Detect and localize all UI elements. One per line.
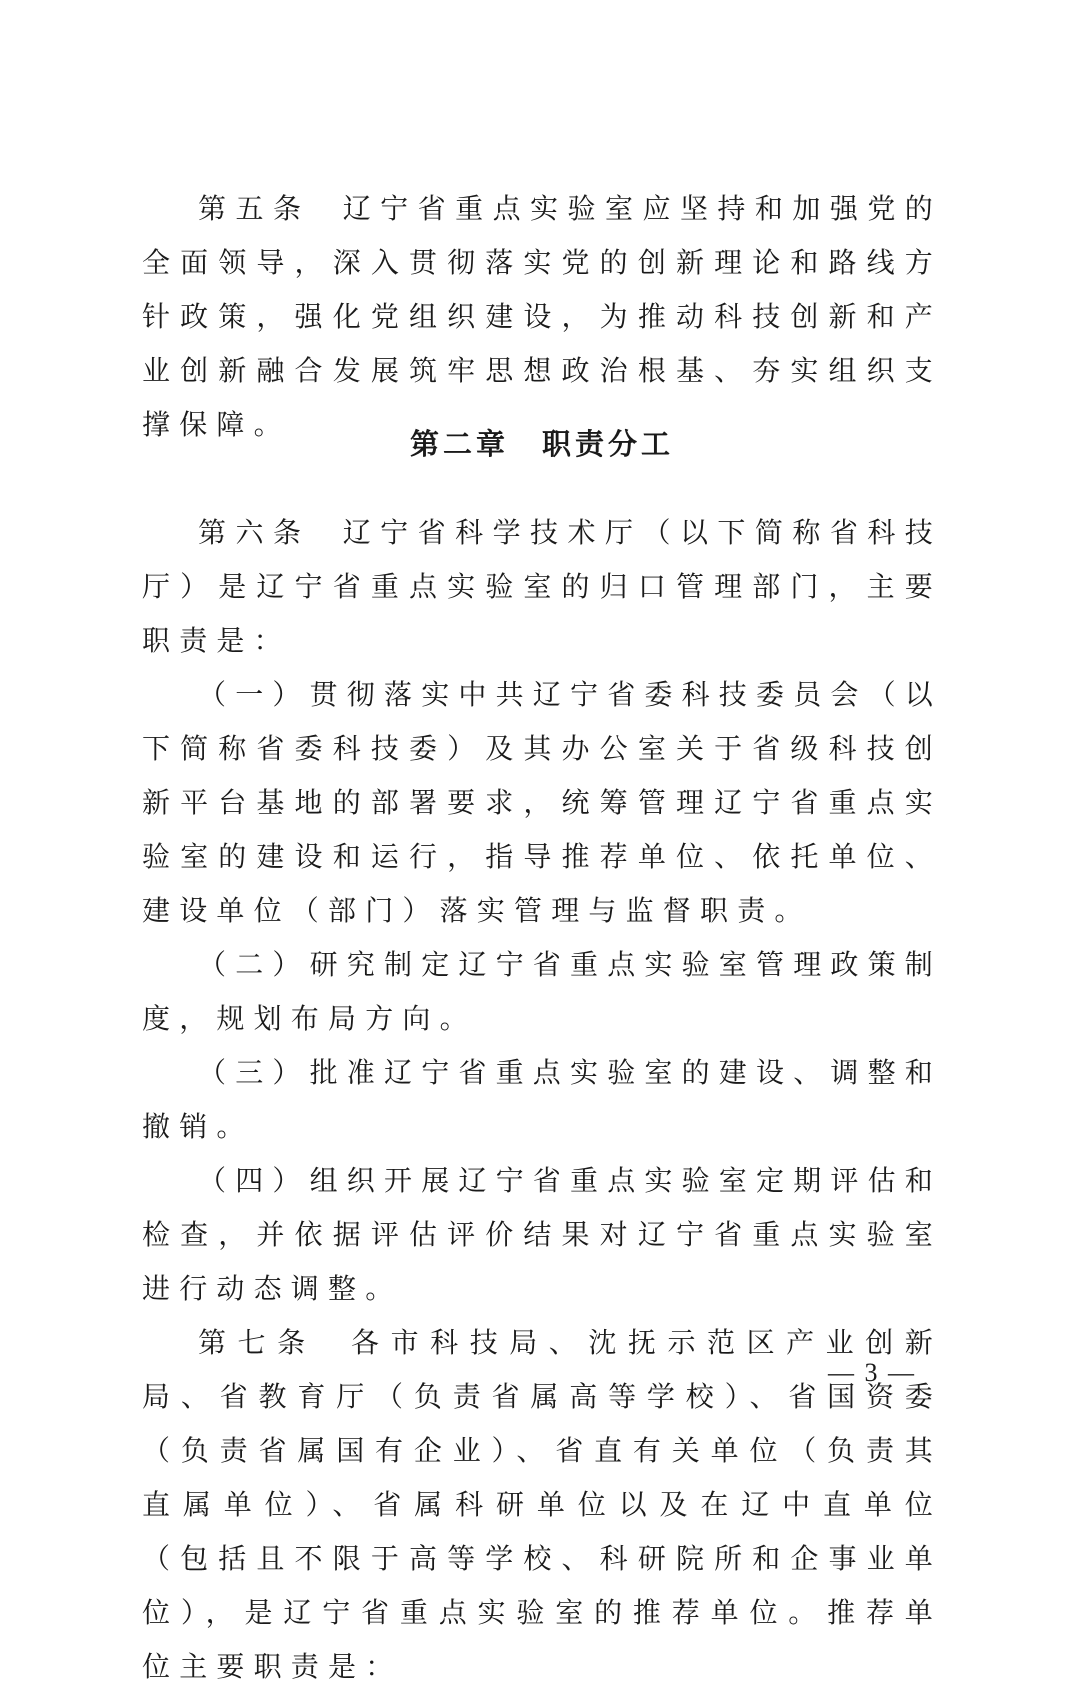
article-6-paragraph bbox=[142, 506, 942, 668]
article-6-item-3: （三）批准辽宁省重点实验室的建设、调整和撤销。 bbox=[142, 1056, 943, 1143]
chapter-title: 第二章 职责分工 bbox=[409, 427, 674, 461]
article-6-item-2: （二）研究制定辽宁省重点实验室管理政策制度，规划布局方向。 bbox=[142, 948, 943, 1035]
article-6-label: 第六条 bbox=[198, 516, 311, 549]
article-6-item-4: （四）组织开展辽宁省重点实验室定期评估和检查，并依据评估评价结果对辽宁省重点实验室进行动态调整。 bbox=[142, 1164, 943, 1305]
article-7-text: 各市科技局、沈抚示范区产业创新局、省教育厅（负责省属高等学校）、省国资委（负责省属国有企业）、省直有关单位（负责其直属单位）、省属科研单位以及在辽中直单位（包括且不限于高等学校、科研院所和企事业单位），是辽宁省重点实验室的推荐单位。推荐单位主要职责是： bbox=[142, 1326, 942, 1683]
article-6-item-1: （一）贯彻落实中共辽宁省委科技委员会（以下简称省委科技委）及其办公室关于省级科技创新平台基地的部署要求，统筹管理辽宁省重点实验室的建设和运行，指导推荐单位、依托单位、建设单位（部门）落实管理与监督职责。 bbox=[142, 678, 943, 927]
article-5 bbox=[142, 182, 942, 452]
article-7-label: 第七条 bbox=[198, 1326, 317, 1359]
article-6-text: 辽宁省科学技术厅（以下简称省科技厅）是辽宁省重点实验室的归口管理部门，主要职责是： bbox=[142, 516, 942, 657]
article-7-paragraph bbox=[142, 1316, 942, 1694]
article-5-text: 辽宁省重点实验室应坚持和加强党的全面领导，深入贯彻落实党的创新理论和路线方针政策，强化党组织建设，为推动科技创新和产业创新融合发展筑牢思想政治根基、夯实组织支撑保障。 bbox=[142, 192, 942, 441]
page-number: — 3 — bbox=[828, 1358, 916, 1387]
article-5-paragraph bbox=[142, 182, 942, 452]
article-5-label: 第五条 bbox=[198, 192, 311, 225]
article-6 bbox=[142, 506, 942, 1694]
